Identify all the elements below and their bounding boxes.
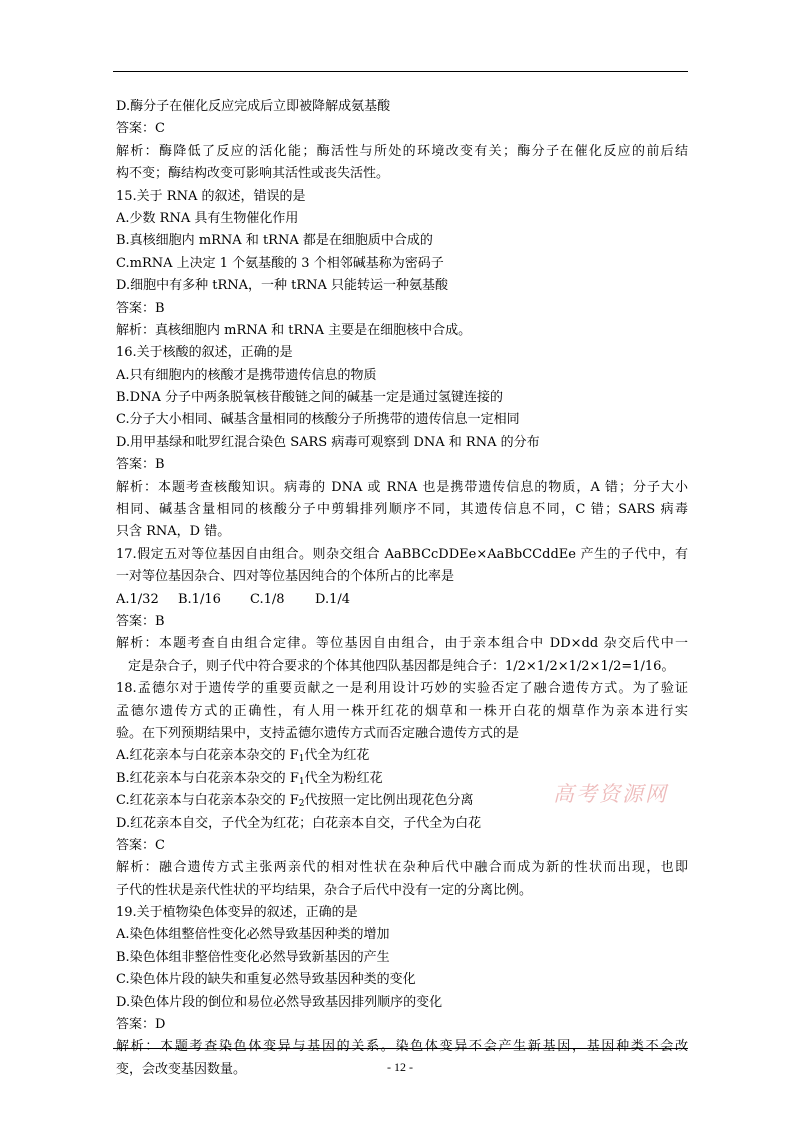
q18-option-text: A.红花亲本与白花亲本杂交的 F bbox=[116, 748, 299, 764]
subscript: 1 bbox=[298, 754, 305, 765]
q19-stem: 19.关于植物染色体变异的叙述，正确的是 bbox=[116, 905, 358, 921]
q19-option-d: D.染色体片段的倒位和易位必然导致基因排列顺序的变化 bbox=[116, 994, 443, 1010]
q17-stem-line: 17.假定五对等位基因自由组合。则杂交组合 AaBBCcDDEe×AaBbCCddEe 产生的子代中，有 bbox=[116, 546, 688, 562]
q16-analysis-line: 解析：本题考查核酸知识。病毒的 DNA 或 RNA 也是携带遗传信息的物质，A 错；分子大小 bbox=[116, 479, 688, 495]
header-rule bbox=[113, 71, 688, 72]
q19-option-c: C.染色体片段的缺失和重复必然导致基因种类的变化 bbox=[116, 972, 416, 988]
q17-option-a: A.1/32 bbox=[116, 591, 159, 607]
q18-option-text: 代全为红花 bbox=[304, 748, 370, 764]
q17-options bbox=[116, 589, 688, 611]
watermark: 高考资源网 bbox=[553, 782, 668, 806]
subscript: 1 bbox=[298, 776, 305, 787]
q17-option-b: B.1/16 bbox=[178, 591, 221, 607]
q17-option-c: C.1/8 bbox=[250, 591, 285, 607]
q15-analysis-line: 解析：真核细胞内 mRNA 和 tRNA 主要是在细胞核中合成。 bbox=[116, 322, 472, 338]
q16-stem: 16.关于核酸的叙述，正确的是 bbox=[116, 345, 293, 361]
q18-option-text: B.红花亲本与白花亲本杂交的 F bbox=[116, 770, 299, 786]
q15-answer: 答案：B bbox=[116, 300, 165, 316]
q16-option-b: B.DNA 分子中两条脱氧核苷酸链之间的碱基一定是通过氢键连接的 bbox=[116, 390, 504, 406]
q15-option-c: C.mRNA 上决定 1 个氨基酸的 3 个相邻碱基称为密码子 bbox=[116, 255, 444, 271]
q18-option-text: C.红花亲本与白花亲本杂交的 F bbox=[116, 793, 299, 809]
q17-answer: 答案：B bbox=[116, 613, 165, 629]
subscript: 2 bbox=[298, 799, 305, 810]
q19-option-a: A.染色体组整倍性变化必然导致基因种类的增加 bbox=[116, 927, 390, 943]
q17-analysis-line: 解析：本题考查自由组合定律。等位基因自由组合，由于亲本组合中 DD×dd 杂交后代中一 bbox=[116, 636, 688, 652]
q18-analysis-line: 子代的性状是亲代性状的平均结果，杂合子后代中没有一定的分离比例。 bbox=[116, 882, 533, 898]
q14-answer: 答案：C bbox=[116, 121, 165, 137]
q16-option-a: A.只有细胞内的核酸才是携带遗传信息的物质 bbox=[116, 367, 377, 383]
q17-stem-line: 一对等位基因杂合、四对等位基因纯合的个体所占的比率是 bbox=[116, 569, 455, 585]
q16-option-c: C.分子大小相同、碱基含量相同的核酸分子所携带的遗传信息一定相同 bbox=[116, 412, 520, 428]
q14-option-d: D.酶分子在催化反应完成后立即被降解成氨基酸 bbox=[116, 99, 391, 114]
q16-analysis-line: 只含 RNA，D 错。 bbox=[116, 524, 231, 540]
footer-rule bbox=[113, 1048, 688, 1049]
page-number: - 12 - bbox=[387, 1060, 413, 1074]
q17-option-d: D.1/4 bbox=[315, 591, 351, 607]
q18-option-a bbox=[116, 745, 688, 767]
q19-analysis-line: 变，会改变基因数量。 bbox=[116, 1061, 247, 1077]
q14-analysis-line: 构不变；酶结构改变可影响其活性或丧失活性。 bbox=[116, 166, 390, 182]
q18-answer: 答案：C bbox=[116, 837, 165, 853]
q18-option-d: D.红花亲本自交，子代全为红花；白花亲本自交，子代全为白花 bbox=[116, 815, 482, 831]
q19-option-b: B.染色体组非整倍性变化必然导致新基因的产生 bbox=[116, 949, 390, 965]
q16-analysis-line: 相同、碱基含量相同的核酸分子中剪辑排列顺序不同，其遗传信息不同，C 错；SARS 病毒 bbox=[116, 502, 688, 518]
q18-stem-line: 验。在下列预期结果中，支持孟德尔遗传方式而否定融合遗传方式的是 bbox=[116, 725, 520, 741]
q18-option-text: 代按照一定比例出现花色分离 bbox=[304, 793, 474, 809]
q15-option-b: B.真核细胞内 mRNA 和 tRNA 都是在细胞质中合成的 bbox=[116, 233, 433, 249]
q15-stem: 15.关于 RNA 的叙述，错误的是 bbox=[116, 188, 306, 204]
document-body bbox=[116, 96, 688, 1081]
q19-answer: 答案：D bbox=[116, 1017, 166, 1033]
q15-option-d: D.细胞中有多种 tRNA，一种 tRNA 只能转运一种氨基酸 bbox=[116, 278, 449, 294]
q19-analysis-line: 解析：本题考查染色体变异与基因的关系。染色体变异不会产生新基因，基因种类不会改 bbox=[116, 1039, 688, 1055]
q18-stem-line: 18.孟德尔对于遗传学的重要贡献之一是利用设计巧妙的实验否定了融合遗传方式。为了验证 bbox=[116, 681, 688, 697]
q16-answer: 答案：B bbox=[116, 457, 165, 473]
q18-option-text: 代全为粉红花 bbox=[304, 770, 383, 786]
q14-analysis-line: 解析：酶降低了反应的活化能；酶活性与所处的环境改变有关；酶分子在催化反应的前后结 bbox=[116, 143, 688, 159]
q18-stem-line: 孟德尔遗传方式的正确性，有人用一株开红花的烟草和一株开白花的烟草作为亲本进行实 bbox=[116, 703, 688, 719]
q17-analysis-line: 定是杂合子，则子代中符合要求的个体其他四队基因都是纯合子：1/2×1/2×1/2×1/2=1/16。 bbox=[128, 658, 675, 674]
q16-option-d: D.用甲基绿和吡罗红混合染色 SARS 病毒可观察到 DNA 和 RNA 的分布 bbox=[116, 434, 540, 450]
q15-option-a: A.少数 RNA 具有生物催化作用 bbox=[116, 210, 299, 226]
q18-analysis-line: 解析：融合遗传方式主张两亲代的相对性状在杂种后代中融合而成为新的性状而出现，也即 bbox=[116, 860, 688, 876]
